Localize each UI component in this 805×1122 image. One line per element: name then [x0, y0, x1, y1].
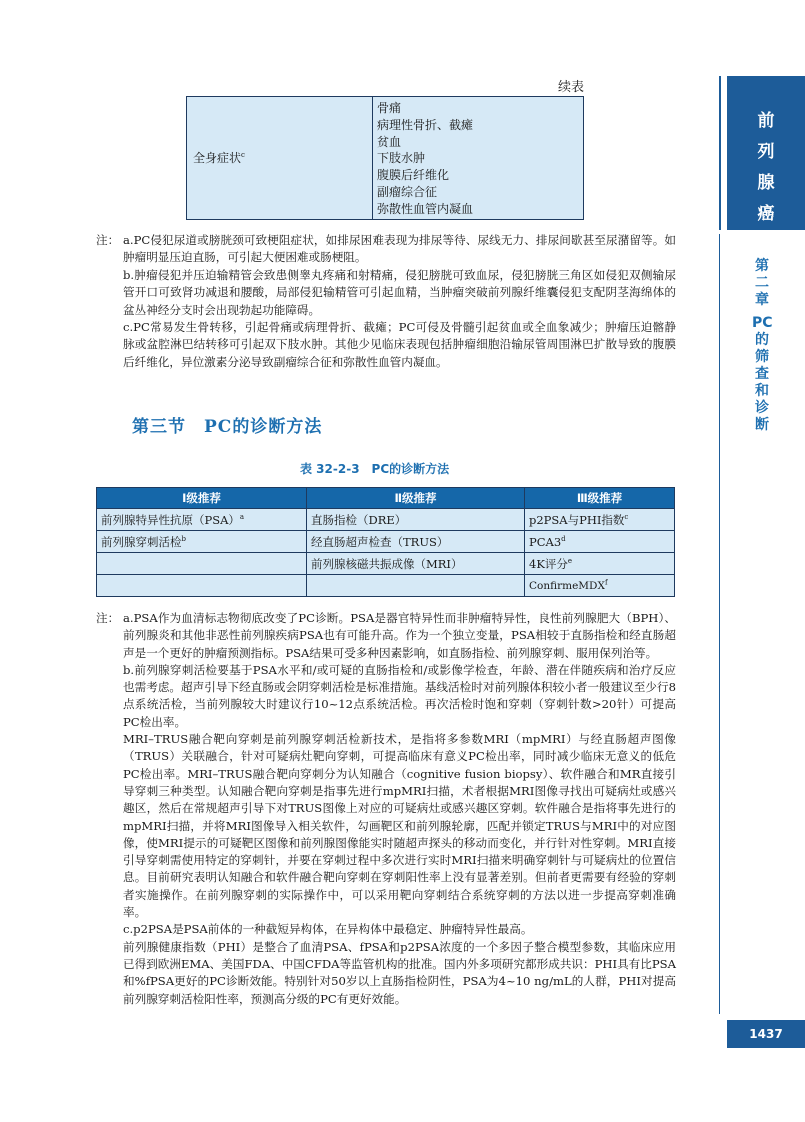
- chapter-char: 断: [755, 417, 769, 433]
- note-paragraph: MRI–TRUS融合靶向穿刺是前列腺穿刺活检新技术，是指将多参数MRI（mpMRI）与经直肠超声图像（TRUS）关联融合，针对可疑病灶靶向穿刺，可提高临床有意义PC检出率，同时减少临床无意义的低危PC检出率。MRI–TRUS融合靶向穿刺分为认知融合（cognitive fusion biopsy）、软件融合和MR直接引导穿刺三种类型。认知融合靶向穿刺是指事先进行mpMRI扫描，术者根据MRI图像寻找出可疑病灶或感兴趣区，然后在常规超声引导下对TRUS图像上对应的可疑病灶或感兴趣区穿刺。软件融合是指将事先进行的mpMRI扫描，并将MRI图像导入相关软件，勾画靶区和前列腺轮廓，匹配并锁定TRUS与MRI中的对应图像，使MRI提示的可疑靶区图像和前列腺图像能实时随超声探头的移动而变化，并行针对性穿刺。MRI直接引导穿刺需使用特定的穿刺针，并要在穿刺过程中多次进行实时MRI扫描来明确穿刺针与可疑病灶的位置信息。目前研究表明认知融合和软件融合靶向穿刺在穿刺阳性率上没有显著差别。但前者更需要有经验的穿刺者实施操作。在前列腺穿刺的实际操作中，可以采用靶向穿刺结合系统穿刺的方法以进一步提高穿刺准确率。: [123, 732, 676, 920]
- table-row: [97, 553, 675, 575]
- page-number: 1437: [727, 1020, 805, 1048]
- symptom-item: 病理性骨折、截瘫: [377, 117, 474, 132]
- table-header: Ⅲ级推荐: [525, 488, 675, 509]
- symptom-item: 贫血: [377, 134, 402, 149]
- chapter-char: 查: [755, 366, 769, 382]
- note-paragraph: a.PSA作为血清标志物彻底改变了PC诊断。PSA是器官特异性而非肿瘤特异性，良性前列腺肥大（BPH）、前列腺炎和其他非恶性前列腺疾病PSA也有可能升高。作为一个独立变量，PSA相较于直肠指检和经直肠超声是一个更好的肿瘤预测指标。PSA结果可受多种因素影响，如直肠指检、前列腺穿刺、服用保列治等。: [123, 611, 676, 660]
- symptom-item: 骨痛: [377, 101, 402, 115]
- continued-label: 续表: [558, 80, 585, 95]
- chapter-char: 筛: [755, 349, 769, 365]
- chapter-char: 的: [755, 332, 769, 348]
- book-title-char: 列: [757, 142, 775, 162]
- table1-notes: [96, 232, 676, 371]
- table-row: [97, 575, 675, 597]
- symptom-item: 腹膜后纤维化: [377, 168, 450, 183]
- table-cell: p2PSA与PHI指数$^c$: [525, 509, 675, 531]
- notes-label: 注：: [96, 611, 120, 625]
- symptom-item: 下肢水肿: [377, 151, 426, 166]
- symptom-item: 弥散性血管内凝血: [377, 201, 474, 216]
- table-cell: 前列腺特异性抗原（PSA）$^a$: [97, 509, 307, 531]
- note-paragraph: 前列腺健康指数（PHI）是整合了血清PSA、fPSA和p2PSA浓度的一个多因子整合模型参数，其临床应用已得到欧洲EMA、美国FDA、中国CFDA等监管机构的批准。国内外多项研究都形成共识：PHI具有比PSA和%fPSA更好的PC诊断效能。特别针对50岁以上直肠指检阴性，PSA为4~10 ng/mL的人群，PHI对提高前列腺穿刺活检阳性率，预测高分级的PC有更好效能。: [123, 939, 676, 1006]
- note-paragraph: a.PC侵犯尿道或膀胱颈可致梗阻症状，如排尿困难表现为排尿等待、尿线无力、排尿间歇甚至尿潴留等。如肿瘤明显压迫直肠，可引起大便困难或肠梗阻。: [123, 233, 676, 265]
- table-cell: [97, 575, 307, 597]
- note-paragraph: c.p2PSA是PSA前体的一种截短异构体，在异构体中最稳定、肿瘤特异性最高。: [123, 922, 533, 937]
- symptom-item: 副瘤综合征: [377, 184, 438, 199]
- table-cell: 前列腺核磁共振成像（MRI）: [307, 553, 525, 575]
- chapter-char: 和: [755, 383, 769, 399]
- table-cell: PCA3$^d$: [525, 531, 675, 553]
- table-caption: 表 32-2-3 PC的诊断方法: [300, 462, 450, 476]
- table-cell: ConfirmeMDX$^f$: [525, 575, 675, 597]
- chapter-tab: [752, 258, 772, 434]
- diagnosis-table: [96, 487, 675, 597]
- table-row: [97, 531, 675, 553]
- note-paragraph: b.肿瘤侵犯并压迫输精管会致患侧睾丸疼痛和射精痛，侵犯膀胱可致血尿，侵犯膀胱三角区如侵犯双侧输尿管开口可致肾功减退和腰酸，局部侵犯输精管可引起血精，当肿瘤突破前列腺纤维囊侵犯支配阴茎海绵体的盆丛神经分支时会出现勃起功能障碍。: [123, 267, 676, 317]
- book-title-char: 前: [757, 111, 775, 131]
- note-paragraph: b.前列腺穿刺活检要基于PSA水平和/或可疑的直肠指检和/或影像学检查，年龄、潜在伴随疾病和治疗反应也需考虑。超声引导下经直肠或会阴穿刺活检是标准措施。基线活检时对前列腺体积较小者一般建议至少行8点系统活检，当前列腺较大时建议行10~12点系统活检。再次活检时饱和穿刺（穿刺针数>20针）可提高PC检出率。: [123, 662, 676, 729]
- chapter-char: 诊: [755, 400, 769, 416]
- symptom-list: [377, 100, 473, 218]
- chapter-char: 章: [755, 292, 769, 308]
- symptom-table: [186, 96, 584, 220]
- note-paragraph: c.PC常易发生骨转移，引起骨痛或病理骨折、截瘫；PC可侵及骨髓引起贫血或全血象减少；肿瘤压迫髂静脉或盆腔淋巴结转移可引起双下肢水肿。其他少见临床表现包括肿瘤细胞沿输尿管周围淋巴扩散导致的腹膜后纤维化，异位激素分泌导致副瘤综合征和弥散性血管内凝血。: [123, 320, 676, 369]
- table-header: Ⅰ级推荐: [97, 488, 307, 509]
- table-row: [97, 509, 675, 531]
- table-cell: 前列腺穿刺活检$^b$: [97, 531, 307, 553]
- table2-notes: [96, 610, 676, 1008]
- table-cell: 直肠指检（DRE）: [307, 509, 525, 531]
- notes-label: 注：: [96, 233, 120, 247]
- table-header: Ⅱ级推荐: [307, 488, 525, 509]
- chapter-char: 二: [755, 275, 769, 291]
- book-title-tab: [727, 76, 805, 230]
- book-title-char: 腺: [757, 173, 775, 193]
- chapter-char: 第: [755, 258, 769, 274]
- sidebar-rule: [719, 234, 720, 1014]
- table-cell: [307, 575, 525, 597]
- table-cell: 经直肠超声检查（TRUS）: [307, 531, 525, 553]
- chapter-char: PC: [752, 315, 773, 331]
- symptom-category-sup: c: [241, 151, 245, 159]
- sidebar-rule: [719, 76, 721, 230]
- symptom-category: 全身症状: [193, 151, 242, 165]
- table-cell: 4K评分$^e$: [525, 553, 675, 575]
- symptom-category-cell: [187, 97, 373, 219]
- table-cell: [97, 553, 307, 575]
- section-title: 第三节 PC的诊断方法: [132, 417, 323, 437]
- book-title-char: 癌: [757, 204, 775, 224]
